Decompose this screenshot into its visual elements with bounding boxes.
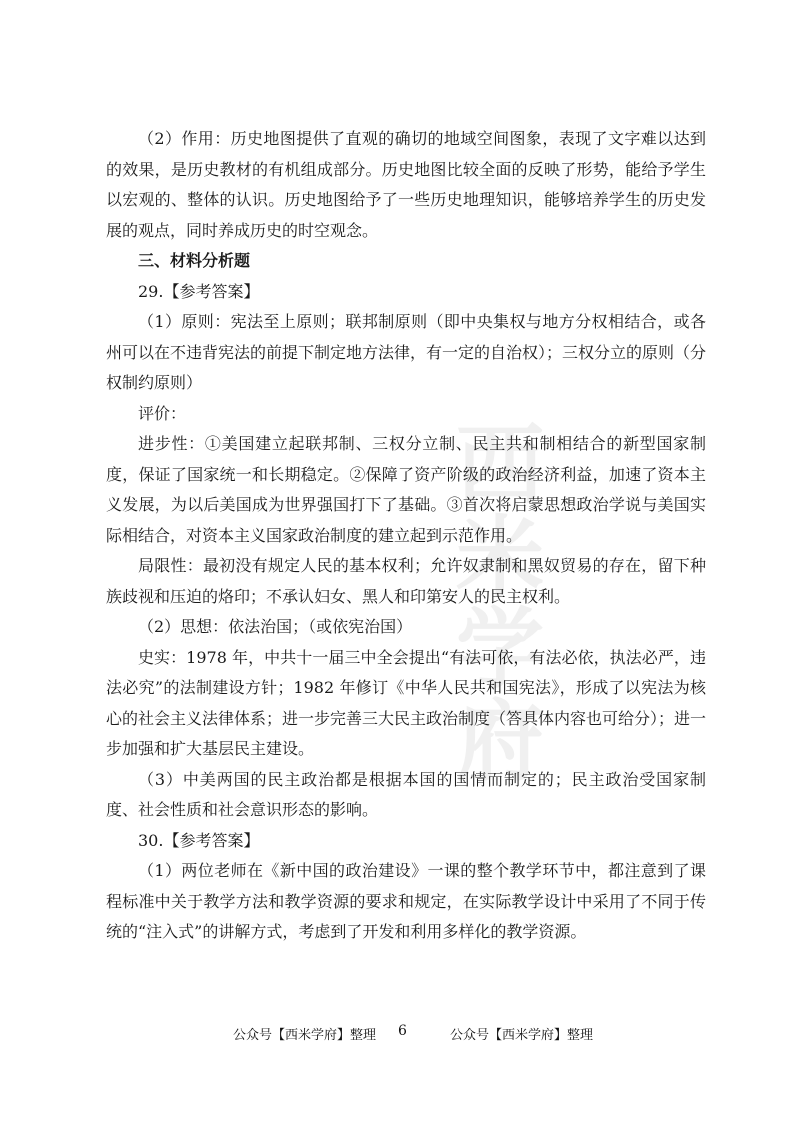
document-body [106,124,706,948]
page-number: 6 [398,1023,407,1039]
paragraph-principles: （1）原则：宪法至上原则；联邦制原则（即中央集权与地方分权相结合，或各州可以在不违背宪法的前提下制定地方法律，有一定的自治权）；三权分立的原则（分权制约原则） [106,312,707,392]
paragraph-thought: （2）思想：依法治国；（或依宪治国） [138,617,413,636]
paragraph-comparison: （3）中美两国的民主政治都是根据本国的国情而制定的；民主政治受国家制度、社会性质和社会意识形态的影响。 [106,769,706,819]
footer-left-note: 公众号【西米学府】整理 [233,1028,377,1043]
footer-right-note: 公众号【西米学府】整理 [450,1028,594,1043]
paragraph-progressiveness: 进步性：①美国建立起联邦制、三权分立制、民主共和制相结合的新型国家制度，保证了国家统一和长期稳定。②保障了资产阶级的政治经济利益，加速了资本主义发展，为以后美国成为世界强国打下了基础。③首次将启蒙思想政治学说与美国实际相结合，对资本主义国家政治制度的建立起到示范作用。 [106,434,706,545]
paragraph-limitations: 局限性：最初没有规定人民的基本权利；允许奴隶制和黑奴贸易的存在，留下种族歧视和压迫的烙印；不承认妇女、黑人和印第安人的民主权利。 [106,556,706,606]
section-heading-material-analysis: 三、材料分析题 [138,251,251,270]
question-29-answer-label: 29.【参考答案】 [138,281,260,301]
paragraph-historical-facts: 史实：1978 年，中共十一届三中全会提出“有法可依，有法必依，执法必严，违法必究”的法制建设方针；1982 年修订《中华人民共和国宪法》，形成了以宪法为核心的社会主义法律体系；进一步完善三大民主政治制度（答具体内容也可给分）；进一步加强和扩大基层民主建设。 [106,647,707,758]
watermark: 西米学府 [455,414,544,793]
paragraph-evaluation-label: 评价： [138,403,187,423]
question-30-answer-label: 30.【参考答案】 [138,830,260,850]
paragraph-teaching-analysis: （1）两位老师在《新中国的政治建设》一课的整个教学环节中，都注意到了课程标准中关于教学方法和教学资源的要求和规定，在实际教学设计中采用了不同于传统的“注入式”的讲解方式，考虑到了开发和利用多样化的教学资源。 [106,861,706,941]
paragraph-map-function: （2）作用：历史地图提供了直观的确切的地域空间图象，表现了文字难以达到的效果，是历史教材的有机组成部分。历史地图比较全面的反映了形势，能给予学生以宏观的、整体的认识。历史地图给予了一些历史地理知识，能够培养学生的历史发展的观点，同时养成历史的时空观念。 [106,129,706,240]
